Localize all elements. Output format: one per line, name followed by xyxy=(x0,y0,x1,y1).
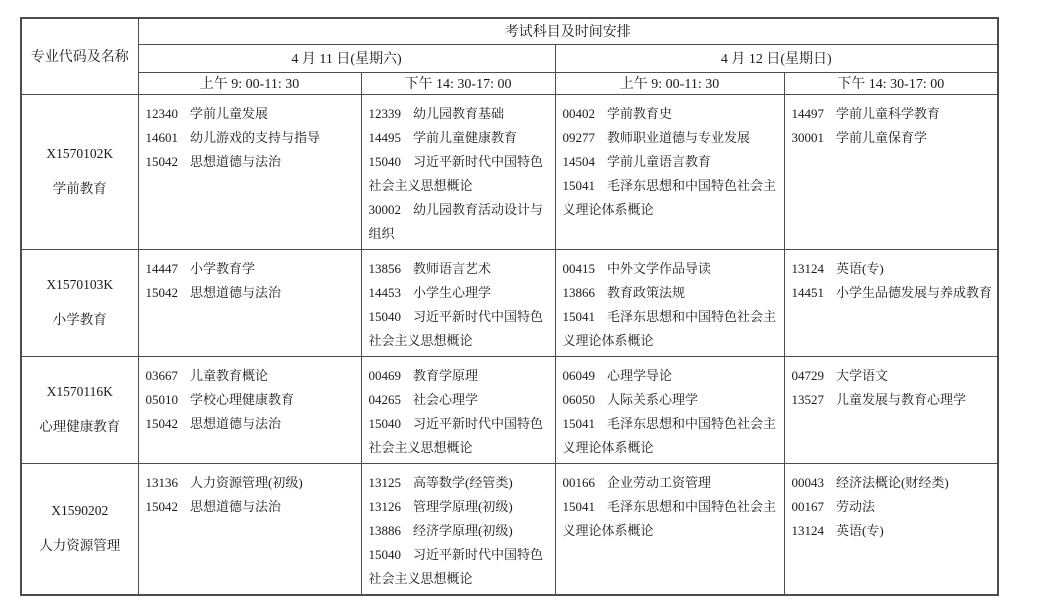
subject-entry xyxy=(369,281,551,305)
subject-entry xyxy=(792,471,994,495)
session-header-sat-pm: 下午 14: 30-17: 00 xyxy=(361,72,555,94)
subject-cell xyxy=(361,94,555,249)
subject-code: 30002 xyxy=(368,201,401,217)
subject-code: 09277 xyxy=(562,129,595,145)
subject-name: 毛泽东思想和中国特色社会主义理论体系概论 xyxy=(562,498,777,538)
major-name: 小学教育 xyxy=(52,312,107,327)
subject-cell xyxy=(361,463,555,595)
subject-name: 教师语言艺术 xyxy=(413,260,492,276)
subject-name: 人力资源管理(初级) xyxy=(190,474,303,490)
subject-name: 思想道德与法治 xyxy=(190,498,282,514)
subject-name: 毛泽东思想和中国特色社会主义理论体系概论 xyxy=(562,308,777,348)
subject-entry xyxy=(563,150,780,174)
subject-code: 00043 xyxy=(791,474,824,490)
subject-entry xyxy=(369,543,551,591)
subject-code: 13886 xyxy=(368,522,401,538)
major-name: 心理健康教育 xyxy=(39,419,121,434)
subject-name: 小学生心理学 xyxy=(413,284,492,300)
subject-entry xyxy=(563,102,780,126)
subject-entry xyxy=(146,150,357,174)
major-cell xyxy=(21,249,138,356)
subject-name: 思想道德与法治 xyxy=(190,415,282,431)
major-name: 人力资源管理 xyxy=(39,538,121,553)
session-header-sun-am: 上午 9: 00-11: 30 xyxy=(555,72,784,94)
subject-code: 13124 xyxy=(791,260,824,276)
subject-code: 15042 xyxy=(145,415,178,431)
subject-code: 15042 xyxy=(145,284,178,300)
subject-code: 14447 xyxy=(145,260,178,276)
subject-cell xyxy=(784,356,998,463)
subject-code: 15041 xyxy=(562,415,595,431)
subject-entry xyxy=(369,305,551,353)
subject-name: 英语(专) xyxy=(836,260,884,276)
subject-code: 05010 xyxy=(145,391,178,407)
subject-cell xyxy=(555,249,784,356)
header-row-sessions xyxy=(21,72,998,94)
major-code: X1570102K xyxy=(46,146,114,161)
exam-schedule-table xyxy=(20,17,999,596)
subject-code: 15041 xyxy=(562,177,595,193)
subject-entry xyxy=(369,198,551,246)
subject-code: 13126 xyxy=(368,498,401,514)
subject-cell xyxy=(555,94,784,249)
session-header-sun-pm: 下午 14: 30-17: 00 xyxy=(784,72,998,94)
subject-entry xyxy=(792,257,994,281)
subject-name: 经济学原理(初级) xyxy=(413,522,513,538)
subject-entry xyxy=(792,364,994,388)
subject-entry xyxy=(792,102,994,126)
major-code: X1570116K xyxy=(46,384,113,399)
exam-schedule-sheet xyxy=(20,17,999,596)
subject-name: 人际关系心理学 xyxy=(607,391,699,407)
subject-code: 06050 xyxy=(562,391,595,407)
subject-entry xyxy=(369,471,551,495)
subject-name: 思想道德与法治 xyxy=(190,153,282,169)
subject-entry xyxy=(563,471,780,495)
subject-entry xyxy=(146,281,357,305)
subject-code: 03667 xyxy=(145,367,178,383)
subject-code: 00415 xyxy=(562,260,595,276)
subject-name: 英语(专) xyxy=(836,522,884,538)
subject-name: 思想道德与法治 xyxy=(190,284,282,300)
subject-entry xyxy=(146,364,357,388)
subject-name: 教师职业道德与专业发展 xyxy=(607,129,751,145)
subject-entry xyxy=(146,471,357,495)
subject-name: 经济法概论(财经类) xyxy=(836,474,949,490)
subject-code: 13136 xyxy=(145,474,178,490)
subject-code: 15040 xyxy=(368,308,401,324)
subject-name: 管理学原理(初级) xyxy=(413,498,513,514)
subject-entry xyxy=(563,388,780,412)
table-row xyxy=(21,249,998,356)
subject-name: 学前儿童语言教育 xyxy=(607,153,712,169)
subject-cell xyxy=(784,463,998,595)
subject-entry xyxy=(369,102,551,126)
subject-name: 高等数学(经管类) xyxy=(413,474,513,490)
subject-entry xyxy=(369,257,551,281)
subject-name: 学前教育史 xyxy=(607,105,673,121)
subject-cell xyxy=(555,463,784,595)
major-code: X1590202 xyxy=(51,503,109,518)
subject-code: 15040 xyxy=(368,415,401,431)
session-header-sat-am: 上午 9: 00-11: 30 xyxy=(138,72,361,94)
subject-code: 15042 xyxy=(145,153,178,169)
subject-name: 心理学导论 xyxy=(607,367,673,383)
subject-entry xyxy=(369,150,551,198)
subject-name: 社会心理学 xyxy=(413,391,479,407)
subject-code: 15041 xyxy=(562,308,595,324)
subject-entry xyxy=(563,364,780,388)
subject-code: 13125 xyxy=(368,474,401,490)
subject-entry xyxy=(146,495,357,519)
subject-entry xyxy=(146,102,357,126)
subject-name: 中外文学作品导读 xyxy=(607,260,712,276)
table-row xyxy=(21,356,998,463)
subject-name: 学前儿童科学教育 xyxy=(836,105,941,121)
subject-code: 13856 xyxy=(368,260,401,276)
subject-entry xyxy=(563,495,780,543)
subject-cell xyxy=(361,249,555,356)
subject-name: 学前儿童健康教育 xyxy=(413,129,518,145)
subject-name: 小学生品德发展与养成教育 xyxy=(836,284,993,300)
subject-cell xyxy=(138,356,361,463)
subject-entry xyxy=(369,519,551,543)
subject-name: 习近平新时代中国特色社会主义思想概论 xyxy=(368,153,544,193)
subject-code: 14601 xyxy=(145,129,178,145)
subject-cell xyxy=(361,356,555,463)
major-cell xyxy=(21,356,138,463)
major-cell xyxy=(21,463,138,595)
subject-code: 00402 xyxy=(562,105,595,121)
table-row xyxy=(21,463,998,595)
subject-entry xyxy=(792,281,994,305)
subject-entry xyxy=(563,412,780,460)
subject-code: 14504 xyxy=(562,153,595,169)
subject-entry xyxy=(792,519,994,543)
subject-code: 30001 xyxy=(791,129,824,145)
subject-code: 15042 xyxy=(145,498,178,514)
subject-entry xyxy=(563,174,780,222)
subject-name: 幼儿园教育活动设计与组织 xyxy=(368,201,544,241)
subject-code: 15041 xyxy=(562,498,595,514)
subject-code: 15040 xyxy=(368,153,401,169)
subject-cell xyxy=(784,249,998,356)
subject-cell xyxy=(555,356,784,463)
major-code: X1570103K xyxy=(46,277,114,292)
subject-name: 学校心理健康教育 xyxy=(190,391,295,407)
subject-entry xyxy=(146,412,357,436)
subject-code: 14497 xyxy=(791,105,824,121)
subject-code: 14453 xyxy=(368,284,401,300)
subject-entry xyxy=(369,412,551,460)
subject-name: 教育政策法规 xyxy=(607,284,686,300)
date-header-sunday: 4 月 12 日(星期日) xyxy=(555,44,998,72)
subject-code: 04265 xyxy=(368,391,401,407)
subject-name: 习近平新时代中国特色社会主义思想概论 xyxy=(368,546,544,586)
main-header: 考试科目及时间安排 xyxy=(138,18,998,44)
subject-code: 00469 xyxy=(368,367,401,383)
subject-name: 幼儿游戏的支持与指导 xyxy=(190,129,321,145)
header-row-main xyxy=(21,18,998,44)
subject-code: 00167 xyxy=(791,498,824,514)
subject-code: 13124 xyxy=(791,522,824,538)
subject-entry xyxy=(563,126,780,150)
subject-entry xyxy=(369,388,551,412)
subject-entry xyxy=(369,495,551,519)
major-cell xyxy=(21,94,138,249)
subject-code: 06049 xyxy=(562,367,595,383)
subject-code: 00166 xyxy=(562,474,595,490)
subject-entry xyxy=(369,364,551,388)
header-row-dates xyxy=(21,44,998,72)
subject-cell xyxy=(138,463,361,595)
subject-name: 大学语文 xyxy=(836,367,889,383)
subject-entry xyxy=(146,257,357,281)
major-name: 学前教育 xyxy=(52,181,107,196)
subject-code: 13866 xyxy=(562,284,595,300)
subject-name: 企业劳动工资管理 xyxy=(607,474,712,490)
subject-code: 14495 xyxy=(368,129,401,145)
subject-code: 12339 xyxy=(368,105,401,121)
subject-name: 儿童发展与教育心理学 xyxy=(836,391,967,407)
subject-name: 学前儿童发展 xyxy=(190,105,269,121)
subject-code: 12340 xyxy=(145,105,178,121)
subject-cell xyxy=(138,94,361,249)
subject-name: 儿童教育概论 xyxy=(190,367,269,383)
subject-entry xyxy=(146,126,357,150)
subject-name: 教育学原理 xyxy=(413,367,479,383)
subject-name: 幼儿园教育基础 xyxy=(413,105,505,121)
subject-name: 劳动法 xyxy=(836,498,876,514)
subject-code: 04729 xyxy=(791,367,824,383)
subject-entry xyxy=(792,388,994,412)
subject-entry xyxy=(146,388,357,412)
subject-cell xyxy=(784,94,998,249)
subject-code: 15040 xyxy=(368,546,401,562)
subject-entry xyxy=(563,257,780,281)
subject-name: 习近平新时代中国特色社会主义思想概论 xyxy=(368,308,544,348)
subject-entry xyxy=(792,495,994,519)
subject-code: 13527 xyxy=(791,391,824,407)
table-row xyxy=(21,94,998,249)
subject-name: 习近平新时代中国特色社会主义思想概论 xyxy=(368,415,544,455)
subject-entry xyxy=(563,305,780,353)
subject-entry xyxy=(369,126,551,150)
subject-name: 毛泽东思想和中国特色社会主义理论体系概论 xyxy=(562,415,777,455)
subject-name: 毛泽东思想和中国特色社会主义理论体系概论 xyxy=(562,177,777,217)
subject-name: 小学教育学 xyxy=(190,260,256,276)
corner-header: 专业代码及名称 xyxy=(21,18,138,94)
subject-code: 14451 xyxy=(791,284,824,300)
subject-entry xyxy=(563,281,780,305)
subject-cell xyxy=(138,249,361,356)
subject-entry xyxy=(792,126,994,150)
subject-name: 学前儿童保育学 xyxy=(836,129,928,145)
date-header-saturday: 4 月 11 日(星期六) xyxy=(138,44,555,72)
